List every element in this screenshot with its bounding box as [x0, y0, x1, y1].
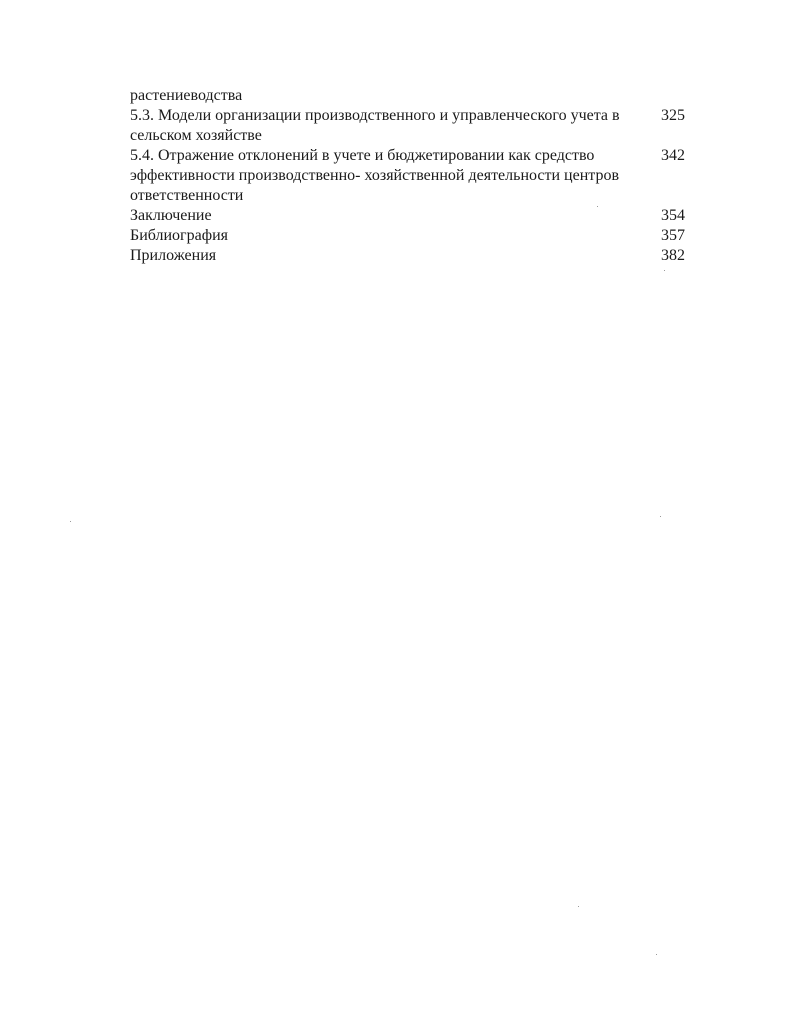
table-of-contents — [130, 86, 685, 266]
toc-entry-page: 342 — [661, 147, 685, 164]
toc-entry-title: Приложения — [130, 247, 217, 264]
toc-entry-title: Библиография — [130, 227, 228, 244]
toc-entry-title: 5.4. Отражение отклонений в учете и бюджетировании как средство эффективности производственно- хозяйственной деятельности центров ответственности — [130, 147, 620, 204]
toc-entry-page: 357 — [661, 227, 685, 244]
toc-entry-page: 382 — [661, 247, 685, 264]
toc-entry-appendices — [130, 246, 685, 266]
scan-speck — [578, 906, 579, 907]
scan-speck — [656, 954, 657, 955]
scan-speck — [660, 516, 661, 517]
toc-entry-page: 354 — [661, 207, 685, 224]
toc-entry-page: 325 — [661, 107, 685, 124]
scan-speck — [597, 206, 598, 207]
scan-speck — [70, 521, 71, 522]
toc-entry-title: растениеводства — [130, 87, 243, 104]
toc-entry-5-4 — [130, 146, 685, 206]
toc-entry-bibliography — [130, 226, 685, 246]
toc-entry-title: Заключение — [130, 207, 212, 224]
toc-entry-conclusion — [130, 206, 685, 226]
toc-entry-title: 5.3. Модели организации производственного и управленческого учета в сельском хозяйстве — [130, 107, 620, 144]
toc-entry-5-3 — [130, 106, 685, 146]
scan-speck — [664, 270, 665, 271]
toc-entry-continuation — [130, 86, 685, 106]
